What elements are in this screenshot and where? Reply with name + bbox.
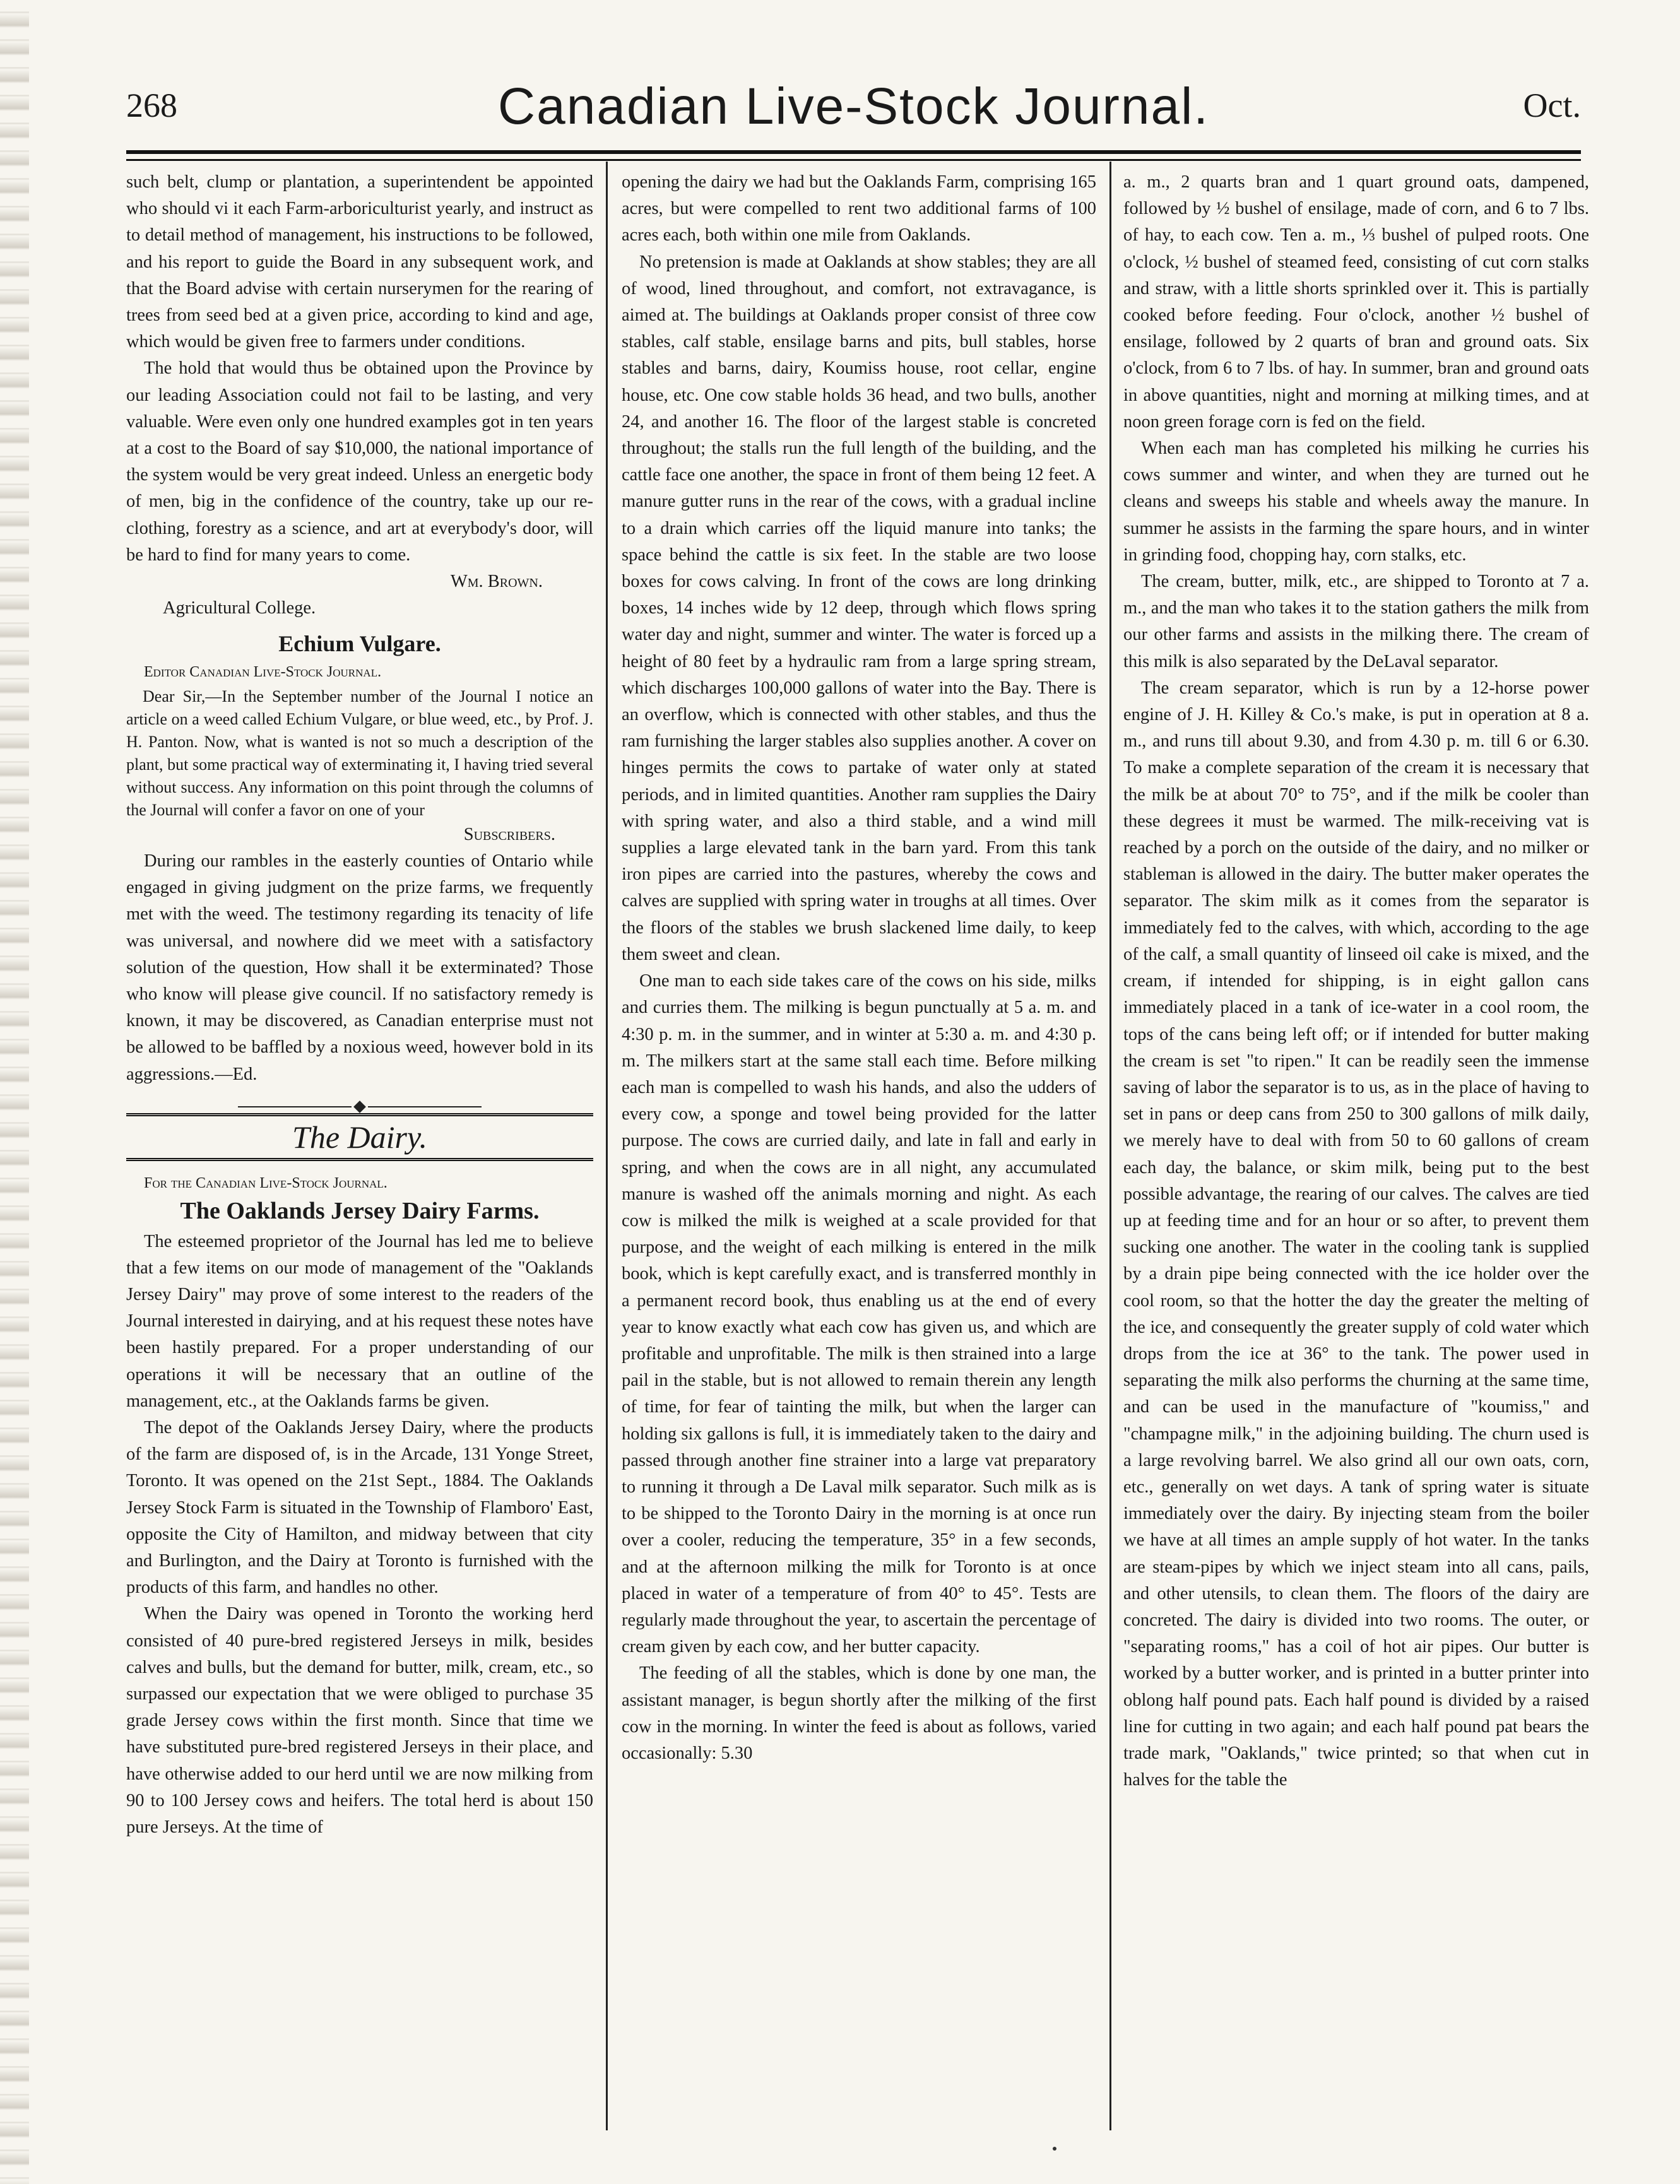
article-paragraph-6: One man to each side takes care of the cows on his side, milks and curries them. The milking is begun punctually at 5 a. m. and 4:30 p. m. in the summer, and in winter at 5:30 a. m. and 4:30 p. m. The milkers start at the same stall each time. Before milking each man is compelled to wash his hands, and also the udders of every cow, a sponge and towel being provided for the latter purpose. The cows are curried daily, and late in fall and early in spring, and when the cows are in all night, any accumulated manure is washed off the animals morning and night. As each cow is milked the milk is weighed at a scale provided for that purpose, and the weight of each milking is entered in the milk book, which is kept carefully exact, and is transferred monthly in a permanent record book, thus enabling us at the end of every year to know exactly what each cow has given us, and which are profitable and unprofitable. The milk is then strained into a large pail in the stable, but is not allowed to remain therein any length of time, for fear of tainting the milk, but when the larger can holding six gallons is full, it is immediately taken to the dairy and passed through another fine strainer into a large vat preparatory to running it through a De Laval milk separator. Such milk as is to be shipped to the Toronto Dairy in the morning is at once run over a cooler, reducing the temperature, 35° in a few seconds, and at the afternoon milking the milk for Toronto is at once placed in water of a temperature of from 40° to 45°. Tests are regularly made throughout the year, to ascertain the percentage of cream given by each cow, and her butter capacity. bbox=[622, 971, 1096, 1657]
column-2 bbox=[622, 169, 1096, 1767]
column-1 bbox=[126, 169, 593, 1841]
article-paragraph-10: The cream, butter, milk, etc., are shipped to Toronto at 7 a. m., and the man who takes it to the station gathers the milk from our other farms and assists in the milking there. The cream of this milk is also separated by the DeLaval separator. bbox=[1123, 572, 1589, 671]
article-paragraph-5: No pretension is made at Oaklands at show stables; they are all of wood, lined throughout, and comfort, not extravagance, is aimed at. The buildings at Oaklands proper consist of three cow stables, calf stable, ensilage barns and pits, bull stables, horse stables and barns, dairy, Koumiss house, root cellar, engine house, etc. One cow stable holds 36 head, and two bulls, another 24, and another 16. The floor of the largest stable is concreted throughout; the stalls run the full length of the building, and the cattle face one another, the space in front of them being 12 feet. A manure gutter runs in the rear of the cows, with a gradual incline to a drain which carries off the liquid manure into tanks; the space behind the cattle is six feet. In the stable are two loose boxes for cows calving. In front of the cows are long drinking boxes, 14 inches wide by 12 deep, through which flows spring water day and night, summer and winter. The water is forced up a height of 80 feet by a hydraulic ram from a large spring stream, which discharges 100,000 gallons of water into the Bay. There is an overflow, which is connected with other stables, and thus the ram furnishing the larger stables also supplies another. A cover on hinges permits the cows to partake of water only at stated periods, and in limited quantities. Another ram supplies the Dairy with spring water, and also a third stable, and a wind mill supplies a large elevated tank in the barn yard. From this tank iron pipes are carried into the pastures, whereby the cows and calves are supplied with spring water in troughs at all times. Over the floors of the stables we brush slackened lime daily, to keep them sweet and clean. bbox=[622, 252, 1096, 964]
column-divider-1 bbox=[606, 162, 608, 2130]
article-paragraph-11: The cream separator, which is run by a 12-horse power engine of J. H. Killey & Co.'s make, is put in operation at 8 a. m., and runs till about 9.30, and from 4.30 p. m. till 6 or 6.30. To make a complete separation of the cream it is necessary that the milk be at about 70° to 75°, and if the milk be cooler than these degrees it must be warmed. The milk-receiving vat is reached by a porch on the outside of the dairy, and no milker or stableman is allowed in the dairy. The butter maker operates the separator. The skim milk as it comes from the separator is immediately fed to the calves, with which, according to the age of the calf, a small quantity of linseed oil cake is mixed, and the cream, if intended for shipping, is in eight gallon cans immediately placed in a tank of ice-water in a cool room, the tops of the cans being left off; or if intended for butter making the cream is set "to ripen." It can be readily seen the immense saving of labor the separator is to us, as in the place of having to set in pans or deep cans from 250 to 300 gallons of milk daily, we merely have to deal with from 50 to 60 gallons of cream each day, the balance, or skim milk, being put to the best possible advantage, the rearing of our calves. The calves are tied up at feeding time and for an hour or so after, to prevent them sucking one another. The water in the cooling tank is supplied by a drain pipe being connected with the ice holder over the cool room, so that the hotter the day the greater the melting of the ice, and consequently the greater supply of cold water which drops from the ice at 36° to the tank. The power used in separating the milk also performs the churning at the same time, and can be used in the manufacture of "koumiss," and "champagne milk," in the adjoining building. The churn used is a large revolving barrel. We also grind all our own oats, corn, etc., generally on wet days. A tank of spring water is situate immediately over the dairy. By injecting steam from the boiler we have at all times an ample supply of hot water. In the tanks are steam-pipes by which we inject steam into all cans, pails, and other utensils, to clean them. The floors of the dairy are concreted. The dairy is divided into two rooms. The outer, or "separating rooms," has a coil of hot air pipes. Our butter is worked by a butter worker, and is printed in a butter printer into oblong half pound pats. Each half pound is divided by a raised line for cutting in two again; and each half pound pat bears the trade mark, "Oaklands," twice printed; so that when cut in halves for the table the bbox=[1123, 678, 1589, 1790]
section-title: The Dairy. bbox=[126, 1113, 593, 1161]
echium-heading: Echium Vulgare. bbox=[278, 631, 441, 657]
echium-letter-body: Dear Sir,—In the September number of the Journal I notice an article on a weed called Echium Vulgare, or blue weed, etc., by Prof. J. H. Panton. Now, what is wanted is not so much a description of the plant, but some practical way of exterminating it, I having tried several without success. Any information on this point through the columns of the Journal will confer a favor on one of your bbox=[126, 687, 593, 819]
page-header bbox=[126, 77, 1581, 146]
author-signature: Wm. Brown. bbox=[450, 572, 543, 592]
echium-letter bbox=[126, 685, 593, 822]
journal-title: Canadian Live-Stock Journal. bbox=[497, 78, 1210, 135]
article-paragraph-9: When each man has completed his milking he curries his cows summer and winter, and when they are turned out he cleans and sweeps his stable and wheels away the manure. In summer he assists in the farming the spare hours, and in winter in grinding food, chopping hay, corn stalks, etc. bbox=[1123, 439, 1589, 565]
column-divider-2 bbox=[1109, 162, 1111, 2130]
article-paragraph-3: When the Dairy was opened in Toronto the working herd consisted of 40 pure-bred registered Jerseys in milk, besides calves and bulls, but the demand for butter, milk, cream, etc., so surpassed our expectation that we were obliged to purchase 35 grade Jersey cows within the first month. Since that time we have substituted pure-bred registered Jerseys in their place, and have otherwise added to our herd until we are now milking from 90 to 100 Jersey cows and heifers. The total herd is about 150 pure Jerseys. At the time of bbox=[126, 1604, 593, 1837]
page-number: 268 bbox=[126, 86, 177, 124]
article-paragraph-8: a. m., 2 quarts bran and 1 quart ground oats, dampened, followed by ½ bushel of ensilage, made of corn, and 6 to 7 lbs. of hay, to each cow. Ten a. m., ⅓ bushel of pulped roots. One o'clock, ½ bushel of steamed feed, consisting of cut corn stalks and straw, with a little shorts sprinkled over it. This is partially cooked before feeding. Four o'clock, another ½ bushel of ensilage, followed by 2 quarts of bran and ground oats. Six o'clock, from 6 to 7 lbs. of hay. In summer, bran and ground oats in above quantities, night and morning at milking times, and at noon green forage corn is fed on the field. bbox=[1123, 172, 1589, 432]
article-byline: For the Canadian Live-Stock Journal. bbox=[144, 1175, 387, 1192]
article-paragraph-1: The esteemed proprietor of the Journal has led me to believe that a few items on our mode of management of the "Oaklands Jersey Dairy" may prove of some interest to the readers of the Journal interested in dairying, and at his request these notes have been hastily prepared. For a proper understanding of our operations it will be necessary that an outline of the management, etc., at the Oaklands farms be given. bbox=[126, 1231, 593, 1411]
issue-month: Oct. bbox=[1523, 86, 1581, 124]
article-paragraph-7: The feeding of all the stables, which is done by one man, the assistant manager, is begun shortly after the milking of the first cow in the morning. In winter the feed is about as follows, varied occasionally: 5.30 bbox=[622, 1663, 1096, 1763]
article-paragraph-4: opening the dairy we had but the Oaklands Farm, comprising 165 acres, but were compelled to rent two additional farms of 100 acres each, both within one mile from Oaklands. bbox=[622, 172, 1096, 245]
forestry-paragraph-1: such belt, clump or plantation, a superintendent be appointed who should vi it each Farm-arboriculturist yearly, and instruct as to detail method of management, his instructions to be followed, and his report to guide the Board in any subsequent work, and that the Board advise with certain nurserymen for the rearing of trees from seed bed at a given price, according to kind and age, which would be given free to farmers under conditions. bbox=[126, 172, 593, 352]
header-rule bbox=[126, 150, 1581, 161]
binding-edge bbox=[0, 0, 29, 2184]
section-ornament bbox=[126, 1093, 593, 1102]
article-title: The Oaklands Jersey Dairy Farms. bbox=[180, 1198, 540, 1225]
forestry-paragraph-2: The hold that would thus be obtained upon the Province by our leading Association could not fail to be lasting, and very valuable. Were even only one hundred examples got in ten years at a cost to the Board of say $10,000, the national importance of the system would be very great indeed. Unless an energetic body of men, big in the confidence of the country, take up our re-clothing, forestry as a science, and art at everybody's door, will be hard to find for many years to come. bbox=[126, 358, 593, 565]
echium-signature: Subscribers. bbox=[463, 824, 555, 844]
column-3 bbox=[1123, 169, 1589, 1793]
print-speck bbox=[1053, 2147, 1056, 2151]
echium-editor-reply: During our rambles in the easterly counties of Ontario while engaged in giving judgment on the prize farms, we frequently met with the weed. The testimony regarding its tenacity of life was universal, and nowhere did we meet with a satisfactory solution of the question, How shall it be exterminated? Those who know will please give council. If no satisfactory remedy is known, it may be discovered, as Canadian enterprise must not be allowed to be baffled by a noxious weed, however bold in its aggressions.—Ed. bbox=[126, 851, 593, 1084]
echium-addressee: Editor Canadian Live-Stock Journal. bbox=[144, 663, 382, 680]
author-affiliation: Agricultural College. bbox=[163, 598, 316, 618]
article-paragraph-2: The depot of the Oaklands Jersey Dairy, where the products of the farm are disposed of, is in the Arcade, 131 Yonge Street, Toronto. It was opened on the 21st Sept., 1884. The Oaklands Jersey Stock Farm is situated in the Township of Flamboro' East, opposite the City of Hamilton, and midway between that city and Burlington, and the Dairy at Toronto is furnished with the products of this farm, and handles no other. bbox=[126, 1417, 593, 1598]
